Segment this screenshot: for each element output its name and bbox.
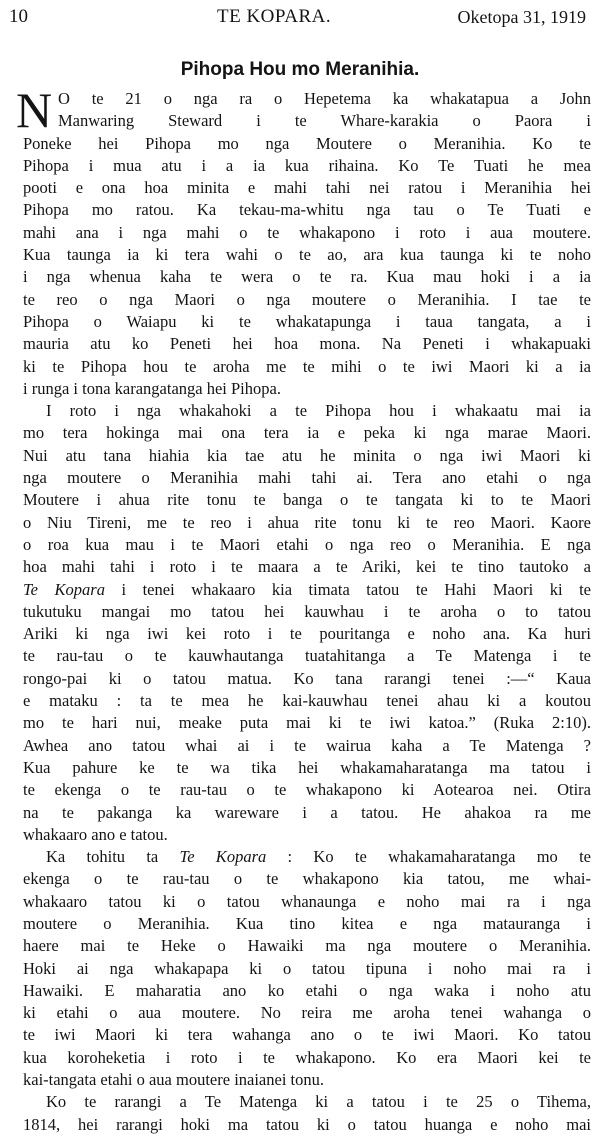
text-line: te iwi Maori ki tera wahanga ano o te iwi Maori. Ko tatou [23, 1025, 591, 1045]
text-line: Poneke hei Pihopa mo nga Moutere o Meranihia. Ko te [23, 133, 591, 153]
text-line: mauria atu ko Peneti hei hoa mona. Na Peneti i whakapuaki [23, 334, 591, 354]
page-number: 10 [9, 6, 28, 27]
text-line: na te pakanga ka wareware i a tatou. He ahakoa ra me [23, 802, 591, 822]
text-line: o Niu Tireni, me te reo i ahua rite tonu ki te reo Maori. Kaore [23, 512, 591, 532]
text-line: o roa kua mau i te Maori etahi o nga reo o Meranihia. E nga [23, 534, 591, 554]
publication-name: Te Kopara [23, 579, 105, 599]
text-line: rongo-pai ki o tatou matua. Ko tana rarangi tenei :—“ Kaua [23, 668, 591, 688]
text-line: kai-tangata etahi o aua moutere inaianei tonu. [23, 1070, 324, 1090]
text-line: Pihopa o Waiapu ki te whakatapunga i taua tangata, a i [23, 311, 591, 331]
text-line: Ka tohitu ta Te Kopara : Ko te whakamaharatanga mo te [46, 847, 591, 867]
text-line: te rau-tau o te kauwhautanga tuatahitanga a Te Matenga i te [23, 646, 591, 666]
text-line: haere mai te Heke o Hawaiki ma nga moutere o Meranihia. [23, 936, 591, 956]
text-line: ki etahi o aua moutere. No reira me aroha tenei wahanga o [23, 1003, 591, 1023]
text-line: kua koroheketia i roto i te whakapono. Ko era Maori kei te [23, 1047, 591, 1067]
text-line: nga moutere o Meranihia mahi tahi ai. Tera ano etahi o nga [23, 468, 591, 488]
text-line: Moutere i ahua rite tonu te banga o te tangata ki to te Maori [23, 490, 591, 510]
text-line: ki te Pihopa hou te aroha me te mihi o te iwi Maori ki a ia [23, 356, 591, 376]
article-paragraph-1 [23, 88, 591, 400]
article-body [16, 82, 591, 1136]
text-line: Hoki ai nga whakapapa ki o tatou tipuna i noho mai ra i [23, 958, 591, 978]
text-line: tukutuku mangai mo tatou hei kauwhau i te aroha o to tatou [23, 601, 591, 621]
text-line: pooti e ona hoa minita e mahi tahi nei ratou i Meranihia hei [23, 178, 591, 198]
text-line: Te Kopara i tenei whakaaro kia timata tatou te Hahi Maori ki te [23, 579, 591, 599]
issue-date: Oketopa 31, 1919 [457, 7, 586, 27]
text-line: Nui atu tana hiahia kia tae atu he minita o nga iwi Maori ki [23, 445, 591, 465]
text-line: mo tera hokinga mai ona tera ia e peka ki nga marae Maori. [23, 423, 591, 443]
text-line: whakaaro tatou ki o tatou whanaunga e noho mai ra i nga [23, 891, 591, 911]
text-line: mo te hari nui, meake puta mai ki te iwi katoa.” (Ruka 2:10). [23, 713, 591, 733]
text-line: 1814, hei rarangi hoki ma tatou ki o tatou huanga e noho mai [23, 1114, 591, 1134]
text-line: Pihopa mo ratou. Ka tekau-ma-whitu nga tau o Te Tuati e [23, 200, 591, 220]
text-line: e mataku : ta te mea he kai-kauwhau tenei ahau ki a koutou [23, 691, 591, 711]
text-line: moutere o Meranihia. Kua tino kitea e nga matauranga i [23, 913, 591, 933]
publication-name: Te Kopara [179, 847, 267, 867]
text-line: i runga i tona karangatanga hei Pihopa. [23, 378, 281, 398]
text-line: Manwaring Steward i te Whare-karakia o Paora i [58, 111, 591, 131]
text-line: Ariki ki nga iwi kei roto i te pouritanga e noho ana. Ka huri [23, 624, 591, 644]
article-paragraph-3 [23, 846, 591, 1091]
text-line: O te 21 o nga ra o Hepetema ka whakatapua a John [58, 89, 591, 108]
running-header [9, 4, 586, 30]
text-line: te ekenga o te rau-tau o te whakapono ki Aotearoa nei. Otira [23, 780, 591, 800]
text-line: whakaaro ano e tatou. [23, 824, 168, 844]
text-line: te reo o nga Maori o nga moutere o Meranihia. I tae te [23, 289, 591, 309]
journal-title: TE KOPARA. [217, 6, 332, 27]
text-line: Hawaiki. E maharatia ano ko etahi o nga waka i noho atu [23, 980, 591, 1000]
article-paragraph-4 [23, 1091, 591, 1136]
text-line: I roto i nga whakahoki a te Pihopa hou i whakaatu mai ia [46, 401, 591, 421]
article-title: Pihopa Hou mo Meranihia. [180, 59, 420, 80]
drop-cap-letter: N [16, 82, 53, 138]
text-line: ekenga o te rau-tau o te whakapono kia tatou, me whai- [23, 869, 591, 889]
text-line: hoa mahi tahi i roto i te maara a te Ariki, kei te tino tautoko a [23, 557, 591, 577]
text-line: i nga whenua kaha te wera o te ra. Kua mau hoki i a ia [23, 267, 591, 287]
text-line: Kua pahure ke te wa tika hei whakamaharatanga ma tatou i [23, 757, 591, 777]
text-line: Kua taunga ia ki tera wahi o te ao, ara kua taunga ki te noho [23, 245, 591, 265]
text-line: mahi ana i nga mahi o te whakapono i roto i aua moutere. [23, 222, 591, 242]
text-line: Pihopa i mua atu i a ia kua rihaina. Ko Te Tuati he mea [23, 155, 591, 175]
article-paragraph-2 [23, 400, 591, 846]
text-line: Awhea ano tatou whai ai i te wairua kaha a Te Matenga ? [23, 735, 591, 755]
text-line: Ko te rarangi a Te Matenga ki a tatou i te 25 o Tihema, [46, 1092, 591, 1112]
